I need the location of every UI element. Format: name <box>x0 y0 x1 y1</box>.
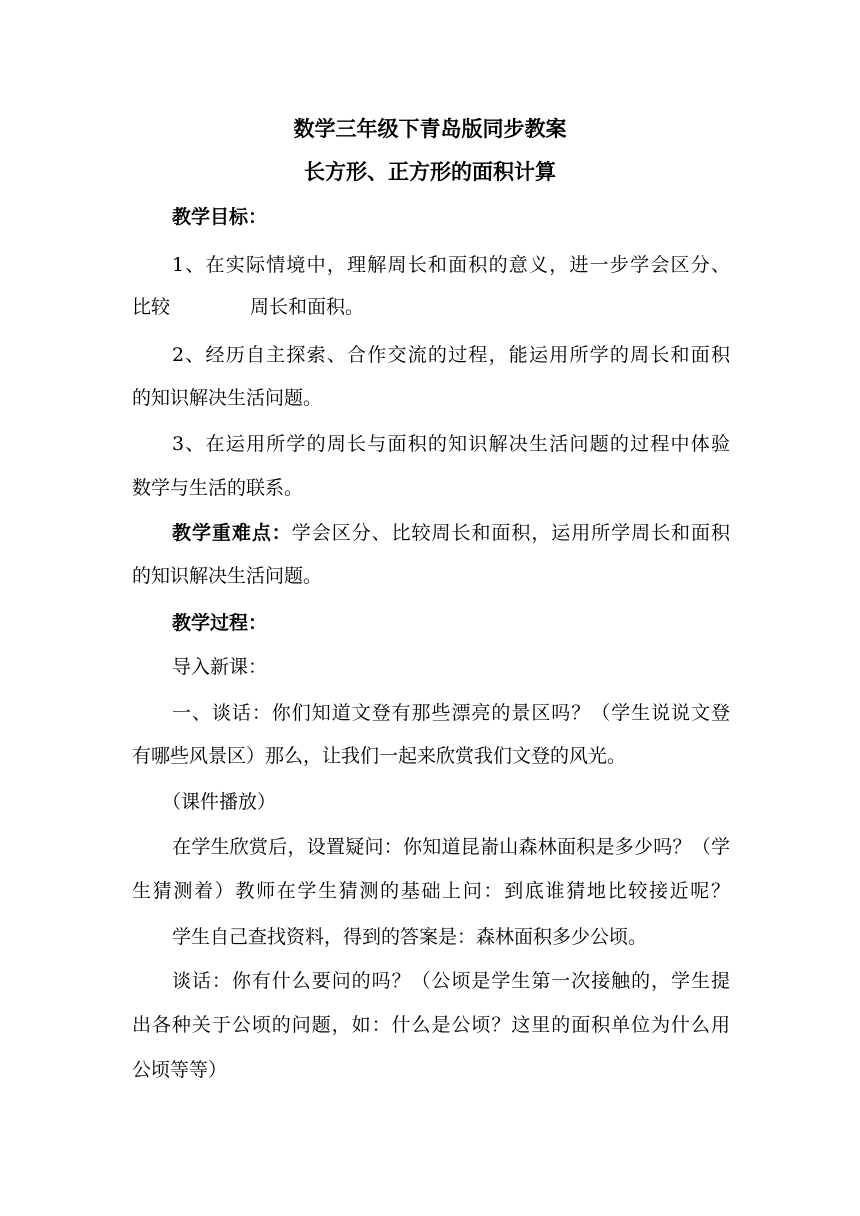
keypoints-line-1 <box>172 518 730 548</box>
objective-1-line-1: 1、在实际情境中，理解周长和面积的意义，进一步学会区分、 <box>172 254 730 276</box>
courseware-note: （课件播放） <box>162 791 277 813</box>
lookup-line: 学生自己查找资料，得到的答案是：森林面积多少公顷。 <box>172 926 648 948</box>
keypoints-label: 教学重难点： <box>172 522 292 544</box>
document-subtitle: 长方形、正方形的面积计算 <box>304 160 556 184</box>
talk-line-2: 有哪些风景区）那么，让我们一起来欣赏我们文登的风光。 <box>132 745 627 767</box>
process-heading: 教学过程： <box>172 612 268 634</box>
objective-1-compare: 比较 <box>132 296 171 318</box>
intro-heading: 导入新课： <box>172 656 268 678</box>
talk-line-1: 一、谈话：你们知道文登有那些漂亮的景区吗？（学生说说文登 <box>172 702 730 724</box>
objective-1-line-2 <box>132 292 364 322</box>
keypoints-text: 学会区分、比较周长和面积，运用所学周长和面积 <box>291 522 730 544</box>
question-line-2: 生猜测着）教师在学生猜测的基础上问：到底谁猜地比较接近呢？ <box>132 880 730 902</box>
question-line-1: 在学生欣赏后，设置疑问：你知道昆嵛山森林面积是多少吗？（学 <box>172 836 730 858</box>
objective-2-line-1: 2、经历自主探索、合作交流的过程，能运用所学的周长和面积 <box>172 344 730 366</box>
objective-1-rest: 周长和面积。 <box>250 296 365 318</box>
discuss-line-1: 谈话：你有什么要问的吗？（公顷是学生第一次接触的，学生提 <box>172 970 730 992</box>
objectives-heading: 教学目标： <box>172 206 268 228</box>
discuss-line-3: 公顷等等） <box>132 1059 228 1081</box>
discuss-line-2: 出各种关于公顷的问题，如：什么是公顷？这里的面积单位为什么用 <box>132 1014 730 1036</box>
keypoints-line-2: 的知识解决生活问题。 <box>132 565 323 587</box>
objective-3-line-2: 数学与生活的联系。 <box>132 477 304 499</box>
document-title: 数学三年级下青岛版同步教案 <box>293 117 567 141</box>
objective-3-line-1: 3、在运用所学的周长与面积的知识解决生活问题的过程中体验 <box>172 433 730 455</box>
objective-2-line-2: 的知识解决生活问题。 <box>132 387 323 409</box>
